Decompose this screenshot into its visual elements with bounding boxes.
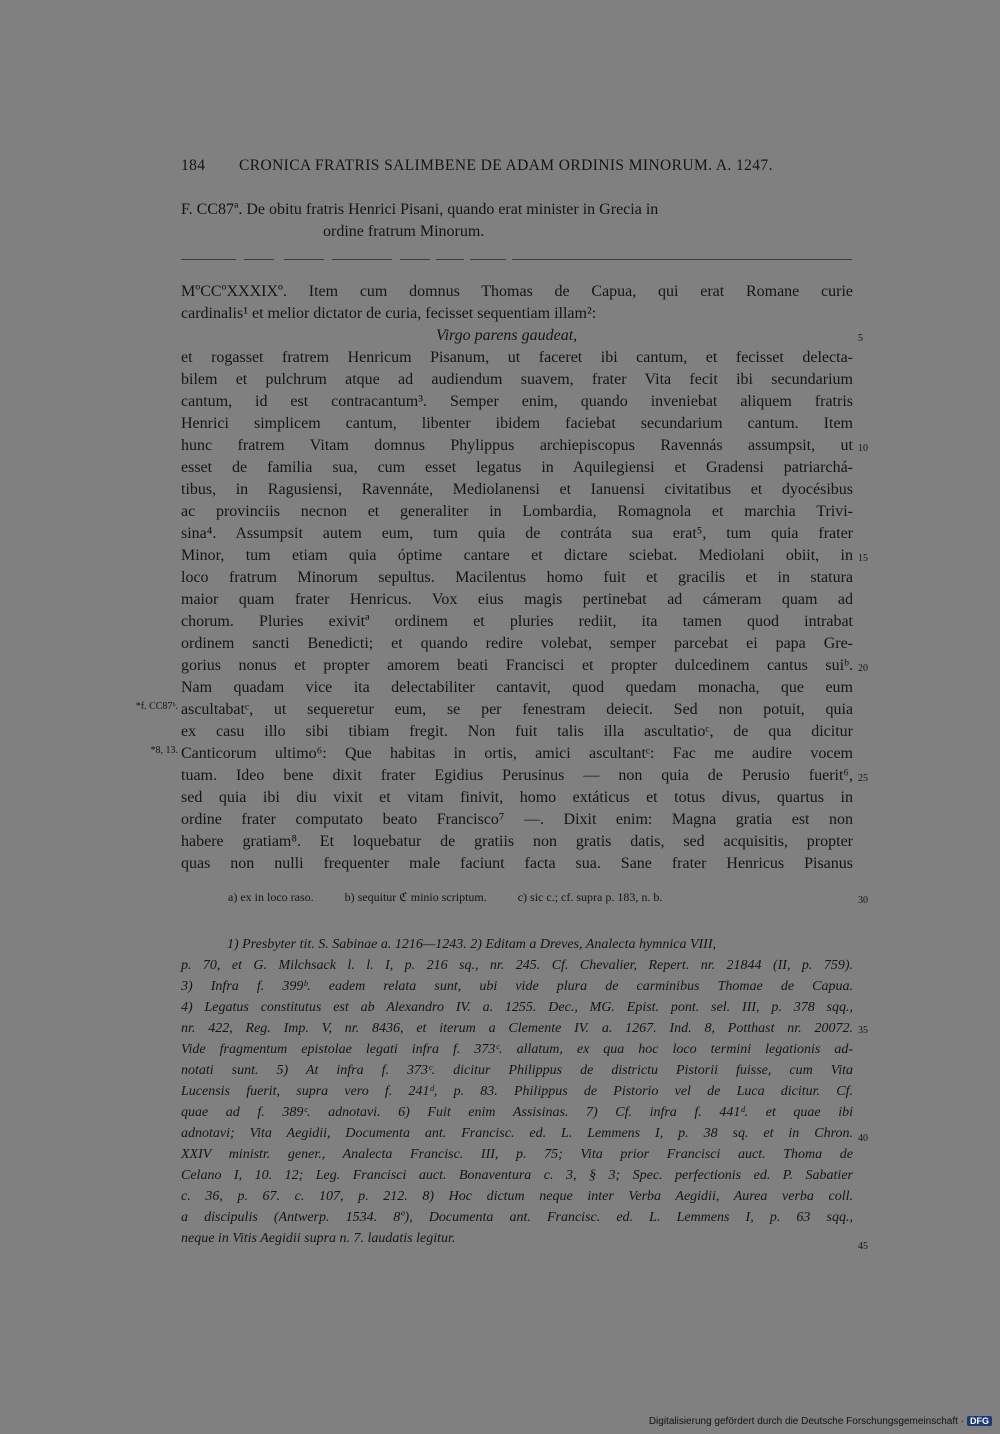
text-line: ac provinciis necnon et generaliter in Lombardia, Romagnola et marchia Trivi- [181,503,853,520]
text-line: gorius nonus et propter amorem beati Francisci et propter dulcedinem cantus suiᵇ. [181,657,853,674]
text-line: cantum, id est contracantum³. Semper enim, quando inveniebat aliquem fratris [181,393,853,410]
dfg-logo-icon: DFG [967,1416,992,1426]
footnote-line: Celano I, 10. 12; Leg. Francisci auct. Bonaventura c. 3, § 3; Spec. perfectionis ed. P. Sabatier [181,1168,853,1183]
text-line: quas non nulli frequenter male faciunt facta sua. Sane frater Henricus Pisanus [181,855,853,872]
text-line: ascultabatᶜ, ut sequeretur eum, se per fenestram deiecit. Sed non potuit, quia [181,701,853,718]
text-line: Canticorum ultimo⁶: Que habitas in ortis, amici ascultantᶜ: Fac me audire vocem [181,745,853,762]
line-number: 45 [858,1241,868,1252]
line-number: 25 [858,773,868,784]
text-line: habere gratiam⁸. Et loquebatur de gratiis non gratis datis, sed acquisitis, propter [181,833,853,850]
text-line: Henrici simplicem cantum, libenter ibidem faciebat secundarium cantum. Item [181,415,853,432]
footnote-line: 3) Infra f. 399ᵇ. eadem relata sunt, ubi vide plura de carminibus Thomae de Capua. [181,979,853,994]
divider-rule [470,259,506,260]
chapter-heading [181,199,861,243]
footnote-line: Lucensis fuerit, supra vero f. 241ᵈ, p. 83. Philippus de Pistorio vel de Luca dicitur. Cf. [181,1084,853,1099]
chapter-heading-line: ordine fratrum Minorum. [323,223,485,240]
divider-rule [284,259,324,260]
credit-text: Digitalisierung gefördert durch die Deutsche Forschungsgemeinschaft · [648,1416,964,1427]
line-number: 35 [858,1025,868,1036]
divider-rule [181,259,236,260]
text-line: sina⁴. Assumpsit autem eum, tum quia de contráta sua erat⁵, tum quia frater [181,525,853,542]
line-number: 15 [858,553,868,564]
text-line: Virgo parens gaudeat, [436,327,578,344]
text-line: sed quia ibi diu vixit et vitam finivit, homo extáticus et totus divus, quartus in [181,789,853,806]
text-line: Nam quadam vice ita delectabiliter cantavit, quod quedam monacha, que eum [181,679,853,696]
margin-note: *8, 13. [150,745,178,756]
text-line: et rogasset fratrem Henricum Pisanum, ut faceret ibi cantum, et fecisset delecta- [181,349,853,366]
line-number: 20 [858,663,868,674]
text-line: cardinalis¹ et melior dictator de curia, fecisset sequentiam illam²: [181,305,597,322]
text-line: esset de familia sua, cum esset legatus in Aquilegiensi et Gradensi patriarchá- [181,459,853,476]
line-number: 5 [858,333,863,344]
text-line: tibus, in Ragusiensi, Ravennáte, Mediolanensi et Ianuensi civitatibus et dyocésibus [181,481,853,498]
footnote-line: XXIV ministr. gener., Analecta Francisc. III, p. 75; Vita prior Francisci auct. Thoma de [181,1147,853,1162]
text-line: ex casu illo sibi tibiam fregit. Non fuit talis illa ascultatioᶜ, de qua dicitur [181,723,853,740]
footnote-line: quae ad f. 389ᶜ. adnotavi. 6) Fuit enim Assisinas. 7) Cf. infra f. 441ᵈ. et quae ibi [181,1105,853,1120]
apparatus-note: c) sic c.; cf. supra p. 183, n. b. [517,890,663,904]
apparatus-note: a) ex in loco raso. [228,890,314,904]
text-line: ordine frater computato beato Francisco⁷ —. Dixit enim: Magna gratia est non [181,811,853,828]
text-line: bilem et pulchrum atque ad audiendum suavem, frater Vita fecit ibi secundarium [181,371,853,388]
divider-rule [400,259,430,260]
critical-apparatus [228,890,868,905]
text-line: ordinem sancti Benedicti; et quando redire volebat, semper parcebat ei papa Gre- [181,635,853,652]
margin-note: *f. CC87ᵇ. [135,701,178,712]
running-title: CRONICA FRATRIS SALIMBENE DE ADAM ORDINIS MINORUM. A. 1247. [239,157,773,174]
footnote-line: notati sunt. 5) At infra f. 373ᶜ. dicitur Philippus de districtu Pistorii fuisse, cum Vita [181,1063,853,1078]
text-line: Minor, tum etiam quia óptime cantare et dictare sciebat. Mediolani obiit, in [181,547,853,564]
footnote-line: 1) Presbyter tit. S. Sabinae a. 1216—1243. 2) Editam a Dreves, Analecta hymnica VIII, [227,937,716,952]
footnote-line: p. 70, et G. Milchsack l. l. I, p. 216 sq., nr. 245. Cf. Chevalier, Repert. nr. 21844 (II, p. 759). [181,958,853,973]
text-line: MºCCºXXXIXº. Item cum domnus Thomas de Capua, qui erat Romane curie [181,283,853,300]
apparatus-note: b) sequitur ℭ minio scriptum. [344,890,487,904]
page-number: 184 [181,157,206,174]
text-line: loco fratrum Minorum sepultus. Macilentus homo fuit et gracilis et in statura [181,569,853,586]
digitization-credit [649,1416,992,1427]
divider-rule [244,259,274,260]
footnote-line: c. 36, p. 67. c. 107, p. 212. 8) Hoc dictum neque inter Verba Aegidii, Aurea verba coll. [181,1189,853,1204]
text-line: tuam. Ideo bene dixit frater Egidius Perusinus — non quia de Perusio fuerit⁶, [181,767,853,784]
footnote-line: a discipulis (Antwerp. 1534. 8º), Documenta ant. Francisc. ed. L. Lemmens I, p. 63 sqq., [181,1210,853,1225]
running-header [181,157,853,175]
footnote-line: 4) Legatus constitutus est ab Alexandro IV. a. 1255. Dec., MG. Epist. pont. sel. III, p. 378 sqq., [181,1000,853,1015]
line-number: 10 [858,443,868,454]
footnote-line: adnotavi; Vita Aegidii, Documenta ant. Francisc. ed. L. Lemmens I, p. 38 sq. et in Chron. [181,1126,853,1141]
line-number: 40 [858,1133,868,1144]
text-line: hunc fratrem Vitam domnus Phylippus archiepiscopus Ravennás assumpsit, ut [181,437,853,454]
text-line: maior quam frater Henricus. Vox eius magis pertinebat ad cámeram quam ad [181,591,853,608]
divider-rule [332,259,392,260]
footnote-line: Vide fragmentum epistolae legati infra f. 373ᶜ. allatum, ex qua hoc loco termini legationis ad- [181,1042,853,1057]
chapter-heading-line: F. CC87ª. De obitu fratris Henrici Pisani, quando erat minister in Grecia in [181,201,659,218]
line-number: 30 [858,895,868,906]
divider-rule [436,259,464,260]
text-line: chorum. Pluries exivitª ordinem et pluries rediit, ita tamen quod intrabat [181,613,853,630]
footnote-line: neque in Vitis Aegidii supra n. 7. laudatis legitur. [181,1231,456,1246]
footnote-line: nr. 422, Reg. Imp. V, nr. 8436, et iterum a Clemente IV. a. 1267. Ind. 8, Potthast nr. 20072. [181,1021,853,1036]
divider-rule [512,259,852,260]
